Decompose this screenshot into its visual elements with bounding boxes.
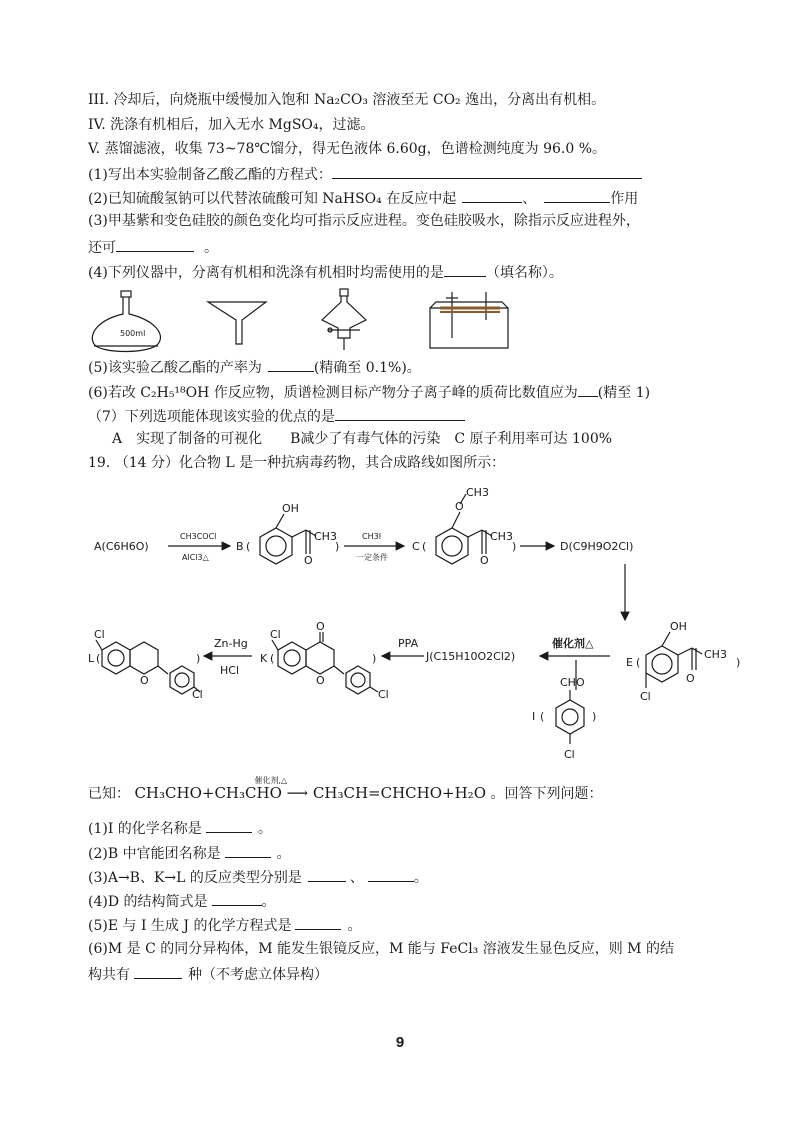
q19-2 bbox=[88, 843, 291, 863]
svg-text:): ) bbox=[372, 652, 377, 665]
C-methoxy-methyl-label: CH3 bbox=[466, 486, 489, 499]
q18-2-text: (2)已知硫酸氢钠可以代替浓硫酸可知 NaHSO₄ 在反应中起 bbox=[88, 191, 457, 207]
q19-2-tail: 。 bbox=[276, 846, 291, 862]
answer-blank[interactable] bbox=[462, 188, 522, 203]
q18-2-tail: 作用 bbox=[610, 191, 639, 207]
svg-text:(: ( bbox=[96, 652, 101, 665]
q18-3-tail: 。 bbox=[204, 240, 218, 256]
answer-blank[interactable] bbox=[544, 188, 610, 203]
q19-5 bbox=[88, 915, 361, 935]
known-label: 已知： bbox=[88, 786, 130, 802]
q18-7 bbox=[88, 406, 465, 426]
B-methyl-label: CH3 bbox=[314, 530, 337, 543]
q18-6 bbox=[88, 382, 650, 402]
svg-text:(: ( bbox=[540, 710, 545, 723]
answer-blank[interactable] bbox=[308, 867, 346, 882]
q18-2 bbox=[88, 188, 638, 208]
compound-J-label: J(C15H10O2Cl2) bbox=[426, 650, 516, 663]
q18-6-tail: (精至 1) bbox=[597, 385, 651, 401]
q19-5-text: (5)E 与 I 生成 J 的化学方程式是 bbox=[88, 918, 292, 934]
q18-1-text: (1)写出本实验制备乙酸乙酯的方程式： bbox=[88, 167, 332, 183]
q19-1-tail: 。 bbox=[257, 821, 272, 837]
reagent-2-bottom: 一定条件 bbox=[356, 553, 388, 562]
B-hydroxyl-label: OH bbox=[282, 502, 299, 515]
reagent-2-top: CH3I bbox=[362, 532, 382, 541]
q18-5-text: (5)该实验乙酸乙酯的产率为 bbox=[88, 360, 262, 376]
K-ring-oxygen-label: O bbox=[316, 674, 325, 687]
answer-blank[interactable] bbox=[335, 406, 465, 421]
q19-6-tail: 种（不考虑立体异构） bbox=[188, 967, 328, 983]
L-ring-oxygen-label: O bbox=[140, 674, 149, 687]
B-carbonyl-label: O bbox=[304, 554, 313, 567]
compound-I-structure bbox=[540, 690, 596, 744]
compound-K-label: K bbox=[260, 652, 268, 665]
compound-B-label: B bbox=[236, 540, 244, 553]
q18-7-options: A 实现了制备的可视化 B减少了有毒气体的污染 C 原子利用率可达 100% bbox=[112, 431, 613, 447]
step-4-text: IV. 洗涤有机相后，加入无水 MgSO₄，过滤。 bbox=[88, 117, 375, 133]
compound-E-label: E bbox=[626, 656, 633, 669]
funnel-icon bbox=[208, 302, 266, 344]
answer-blank[interactable] bbox=[206, 818, 252, 833]
answer-blank[interactable] bbox=[332, 164, 642, 179]
q18-3b bbox=[88, 237, 218, 257]
svg-text:(: ( bbox=[422, 540, 427, 553]
q19-4 bbox=[88, 891, 276, 911]
gas-washing-bottle-icon bbox=[430, 292, 508, 348]
reagent-1-top: CH3COCl bbox=[180, 532, 217, 541]
svg-text:): ) bbox=[736, 656, 741, 669]
answer-blank[interactable] bbox=[212, 891, 262, 906]
svg-text:): ) bbox=[592, 710, 597, 723]
q18-5-tail: (精确至 0.1%)。 bbox=[313, 360, 421, 376]
page-number: 9 bbox=[395, 1034, 405, 1051]
answer-blank[interactable] bbox=[578, 382, 598, 397]
E-chloro-label: Cl bbox=[640, 690, 651, 703]
C-methyl-label: CH3 bbox=[490, 530, 513, 543]
answer-blank[interactable] bbox=[368, 867, 414, 882]
step-3-text: III. 冷却后，向烧瓶中缓慢加入饱和 Na₂CO₃ 溶液至无 CO₂ 逸出，分离出有机相。 bbox=[88, 92, 606, 108]
K-chloro-label-1: Cl bbox=[270, 628, 281, 641]
svg-text:(: ( bbox=[246, 540, 251, 553]
q19-4-tail: 。 bbox=[261, 894, 276, 910]
compound-A-label: A(C6H6O) bbox=[94, 540, 149, 553]
svg-text:): ) bbox=[196, 652, 201, 665]
C-carbonyl-label: O bbox=[480, 554, 489, 567]
I-aldehyde-label: CHO bbox=[560, 676, 585, 689]
I-chloro-label: Cl bbox=[564, 748, 575, 761]
reagent-7-top: Zn-Hg bbox=[214, 637, 248, 650]
q18-3-text: 还可 bbox=[88, 240, 116, 256]
svg-text:): ) bbox=[335, 540, 340, 553]
q19-3-text: (3)A→B、K→L 的反应类型分别是 bbox=[88, 870, 302, 886]
known-tail: 。回答下列问题： bbox=[490, 786, 603, 802]
answer-blank[interactable] bbox=[116, 237, 194, 252]
svg-text:): ) bbox=[512, 540, 517, 553]
K-carbonyl-label: O bbox=[316, 620, 325, 633]
q19-3-sep: 、 bbox=[349, 870, 364, 886]
q19-3 bbox=[88, 867, 428, 887]
q19-3-tail: 。 bbox=[413, 870, 428, 886]
known-condition: 催化剂,△ bbox=[254, 776, 288, 785]
E-methyl-label: CH3 bbox=[704, 648, 727, 661]
q19-6 bbox=[88, 964, 328, 984]
synthesis-scheme bbox=[80, 484, 760, 770]
svg-text:(: ( bbox=[636, 656, 641, 669]
q18-4-text: (4)下列仪器中，分离有机相和洗涤有机相时均需使用的是 bbox=[88, 265, 444, 281]
q19-1-text: (1)I 的化学名称是 bbox=[88, 821, 202, 837]
q18-4-tail: （填名称）。 bbox=[485, 265, 563, 281]
apparatus-figure bbox=[80, 286, 520, 358]
compound-C-label: C bbox=[412, 540, 420, 553]
q18-6-text: (6)若改 C₂H₅¹⁸OH 作反应物，质谱检测目标产物分子离子峰的质荷比数值应为 bbox=[88, 385, 578, 401]
svg-text:(: ( bbox=[270, 652, 275, 665]
reagent-5-catalyst: 催化剂△ bbox=[552, 637, 594, 650]
answer-blank[interactable] bbox=[444, 262, 486, 277]
compound-I-label: I bbox=[532, 710, 536, 723]
q19-6-text: 构共有 bbox=[88, 967, 130, 983]
step-5-text: V. 蒸馏滤液，收集 73~78℃馏分，得无色液体 6.60g，色谱检测纯度为 96.0 %。 bbox=[88, 141, 606, 157]
flask-icon bbox=[92, 291, 160, 352]
reagent-6: PPA bbox=[398, 637, 419, 650]
answer-blank[interactable] bbox=[225, 843, 271, 858]
q18-5 bbox=[88, 357, 421, 377]
q18-1 bbox=[88, 164, 642, 184]
q18-2-sep: 、 bbox=[522, 191, 537, 207]
q19-1 bbox=[88, 818, 272, 838]
q19-intro: 19. （14 分）化合物 L 是一种抗病毒药物，其合成路线如图所示： bbox=[88, 455, 506, 471]
separatory-funnel-icon bbox=[322, 289, 366, 350]
compound-C-structure bbox=[422, 494, 516, 564]
q18-3a: (3)甲基紫和变色硅胶的颜色变化均可指示反应进程。变色硅胶吸水，除指示反应进程外， bbox=[88, 213, 640, 229]
q18-4 bbox=[88, 262, 563, 282]
q19-5-tail: 。 bbox=[347, 918, 362, 934]
compound-D-label: D(C9H9O2Cl) bbox=[560, 540, 634, 553]
compound-L-label: L bbox=[88, 652, 95, 665]
known-reaction bbox=[88, 776, 603, 803]
q18-7-text: （7）下列选项能体现该实验的优点的是 bbox=[88, 409, 335, 425]
answer-blank[interactable] bbox=[134, 964, 182, 979]
q19-4-text: (4)D 的结构简式是 bbox=[88, 894, 208, 910]
E-hydroxyl-label: OH bbox=[670, 620, 687, 633]
L-chloro-label-1: Cl bbox=[94, 628, 105, 641]
known-equation: CH₃CHO+CH₃CHO ⟶ CH₃CH=CHCHO+H₂O bbox=[134, 784, 486, 802]
flask-volume-label: 500ml bbox=[120, 329, 146, 338]
answer-blank[interactable] bbox=[295, 915, 341, 930]
L-chloro-label-2: Cl bbox=[192, 688, 203, 701]
q19-2-text: (2)B 中官能团名称是 bbox=[88, 846, 221, 862]
answer-blank[interactable] bbox=[268, 357, 314, 372]
reagent-1-bottom: AlCl3△ bbox=[182, 553, 209, 562]
q19-6a: (6)M 是 C 的同分异构体，M 能发生银镜反应，M 能与 FeCl₃ 溶液发生显色反应，则 M 的结 bbox=[88, 941, 674, 957]
K-chloro-label-2: Cl bbox=[378, 688, 389, 701]
C-methoxy-oxygen-label: O bbox=[455, 500, 464, 513]
E-carbonyl-label: O bbox=[686, 672, 695, 685]
reagent-7-bottom: HCl bbox=[220, 664, 240, 677]
